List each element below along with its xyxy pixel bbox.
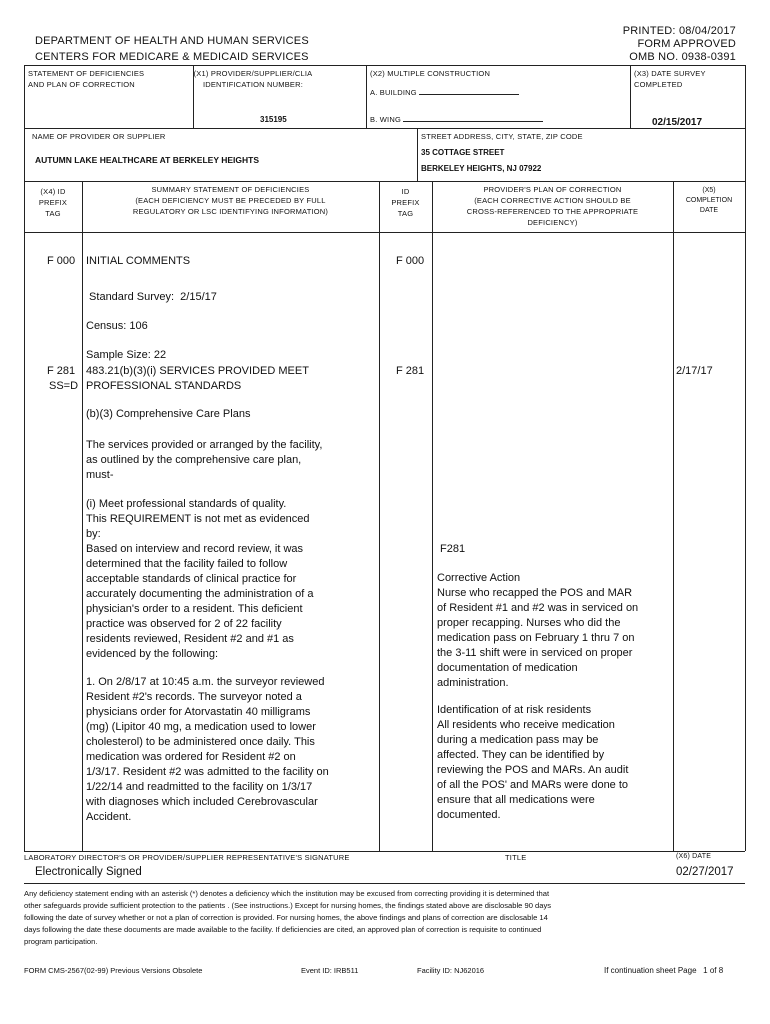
completion-date: 2/17/17 — [676, 365, 713, 377]
printed-date: PRINTED: 08/04/2017 — [622, 25, 736, 37]
address-label: STREET ADDRESS, CITY, STATE, ZIP CODE — [421, 132, 583, 141]
title-label: TITLE — [505, 853, 527, 862]
provider-number: 315195 — [260, 115, 287, 124]
x1-label: (X1) PROVIDER/SUPPLIER/CLIA IDENTIFICATION NUMBER: — [193, 69, 313, 89]
sample-size: Sample Size: 22 — [86, 349, 167, 361]
wing-line — [370, 113, 543, 125]
x3-label: (X3) DATE SURVEY COMPLETED — [634, 69, 706, 89]
x5-header: (X5) COMPLETION DATE — [685, 187, 733, 214]
requirement-text: (i) Meet professional standards of quality. This REQUIREMENT is not met as evidenced by: Based on interview and record review, it was determined that the facility failed to follow acceptable standards of clinical practice for accurately documenting the administration of a physician's order to a resident. This deficient practice was observed for 2 of 22 facility residents reviewed, Resident #2 and #1 as evidenced by the following: — [86, 498, 314, 660]
provider-label: NAME OF PROVIDER OR SUPPLIER — [32, 132, 166, 141]
building-line — [370, 86, 519, 98]
id-f000: F 000 — [396, 255, 425, 267]
tag-f281: F 281 — [47, 365, 76, 377]
services-text: The services provided or arranged by the facility, as outlined by the comprehensive care plan, must- — [86, 439, 323, 481]
disclaimer: Any deficiency statement ending with an asterisk (*) denotes a deficiency which the institution may be excused from correcting providing it is determined that other safeguards provide sufficient protection to the patients . (See instructions.) Except for nursing homes, the findings stated above are disclosable 90 days following the date of survey whether or not a plan of correction is provided. For nursing homes, the above findings and plans of correction are disclosable 14 days following the date these documents are made available to the facility. If deficiencies are cited, an approved plan of correction is requisite to continued program participation. — [24, 889, 552, 946]
plan-header: PROVIDER'S PLAN OF CORRECTION (EACH CORRECTIVE ACTION SHOULD BE CROSS-REFERENCED TO THE APPROPRIATE DEFICIENCY) — [466, 185, 639, 227]
summary-header: SUMMARY STATEMENT OF DEFICIENCIES (EACH DEFICIENCY MUST BE PRECEDED BY FULL REGULATORY OR LSC IDENTIFYING INFORMATION) — [132, 185, 329, 216]
regulation-title: 483.21(b)(3)(i) SERVICES PROVIDED MEET PROFESSIONAL STANDARDS — [86, 365, 309, 392]
survey-completed-date: 02/15/2017 — [652, 117, 703, 128]
wing-label: B. WING — [370, 115, 401, 124]
finding-1: 1. On 2/8/17 at 10:45 a.m. the surveyor reviewed Resident #2's records. The surveyor noted a physicians order for Atorvastatin 40 milligrams (mg) (Lipitor 40 mg, a medication used to lower cholesterol) to be administered once daily. This medication was ordered for Resident #2 on 1/3/17. Resident #2 was admitted to the facility on 1/22/14 and readmitted to the facility on 1/3/17 with diagnoses which included Cerebrovascular Accident. — [86, 676, 329, 823]
signature-date: 02/27/2017 — [676, 866, 734, 878]
date-label: (X6) DATE — [676, 853, 712, 860]
signature-value: Electronically Signed — [35, 866, 142, 878]
centers-title: CENTERS FOR MEDICARE & MEDICAID SERVICES — [35, 51, 309, 63]
initial-comments: INITIAL COMMENTS — [86, 255, 191, 267]
plan-reference: F281 — [440, 543, 466, 555]
form-number: FORM CMS-2567(02-99) Previous Versions Obsolete — [24, 966, 203, 975]
census: Census: 106 — [86, 320, 148, 332]
x4-header: (X4) ID PREFIX TAG — [38, 187, 68, 218]
standard-survey: Standard Survey: 2/15/17 — [86, 291, 217, 303]
page-indicator: If continuation sheet Page 1 of 8 — [604, 966, 724, 975]
x2-label: (X2) MULTIPLE CONSTRUCTION — [370, 69, 491, 78]
tag-severity: SS=D — [49, 380, 79, 392]
corrective-action: Corrective Action Nurse who recapped the POS and MAR of Resident #1 and #2 was in serviced on proper recapping. Nurses who did the medication pass on February 1 thru 7 on the 3-11 shift were in serviced on proper documentation of medication administration. — [437, 572, 639, 689]
street-address: 35 COTTAGE STREET — [421, 148, 505, 157]
facility-id: Facility ID: NJ62016 — [417, 966, 485, 975]
id-header: ID PREFIX TAG — [391, 187, 420, 218]
at-risk-identification: Identification of at risk residents All residents who receive medication during a medication pass may be affected. They can be identified by reviewing the POS and MARs. An audit of all the POS' and MARs were done to ensure that all medications were documented. — [437, 704, 629, 821]
event-id: Event ID: IRB511 — [301, 966, 359, 975]
omb-number: OMB NO. 0938-0391 — [629, 51, 736, 63]
id-f281: F 281 — [396, 365, 425, 377]
form-approved: FORM APPROVED — [637, 38, 736, 50]
tag-f000: F 000 — [47, 255, 76, 267]
city-state-zip: BERKELEY HEIGHTS, NJ 07922 — [421, 164, 542, 173]
department-title: DEPARTMENT OF HEALTH AND HUMAN SERVICES — [35, 35, 309, 47]
provider-name: AUTUMN LAKE HEALTHCARE AT BERKELEY HEIGHTS — [35, 155, 259, 165]
care-plans: (b)(3) Comprehensive Care Plans — [86, 408, 251, 420]
building-label: A. BUILDING — [370, 88, 417, 97]
signature-label: LABORATORY DIRECTOR'S OR PROVIDER/SUPPLIER REPRESENTATIVE'S SIGNATURE — [24, 853, 350, 862]
statement-label: STATEMENT OF DEFICIENCIES AND PLAN OF CORRECTION — [28, 69, 145, 89]
